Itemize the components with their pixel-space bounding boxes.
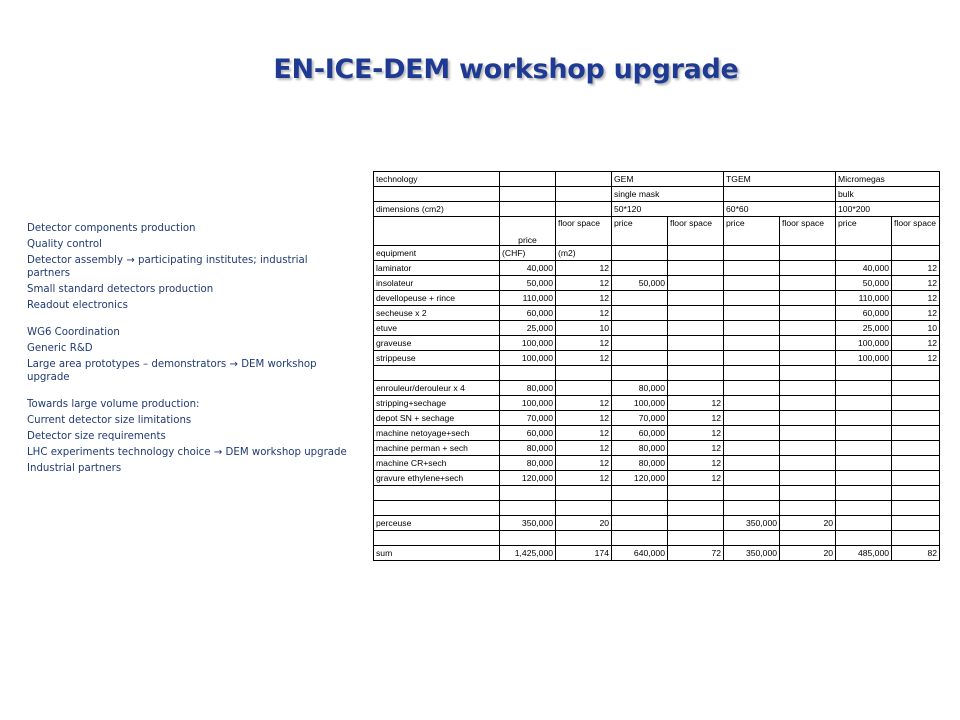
- header-price: price: [724, 217, 780, 246]
- table-cell: 12: [668, 426, 724, 441]
- cell-equipment: machine CR+sech: [374, 456, 500, 471]
- cell-equipment: insolateur: [374, 276, 500, 291]
- table-cell: [556, 486, 612, 501]
- table-cell: [780, 381, 836, 396]
- side-text-line: LHC experiments technology choice → DEM workshop upgrade: [27, 447, 347, 458]
- table-row-empty: [374, 366, 940, 381]
- cell-dimensions-label: dimensions (cm2): [374, 202, 500, 217]
- side-text-line: Quality control: [27, 239, 102, 250]
- table-cell: [892, 396, 940, 411]
- table-row: [374, 381, 940, 396]
- table-row: [374, 276, 940, 291]
- cell-equipment-label: equipment: [374, 246, 500, 261]
- table-row-empty: [374, 531, 940, 546]
- table-cell: 350,000: [500, 516, 556, 531]
- table-cell: 12: [556, 306, 612, 321]
- table-cell: 12: [556, 456, 612, 471]
- table-cell: [892, 426, 940, 441]
- table-cell: [612, 366, 668, 381]
- side-text-line: Small standard detectors production: [27, 284, 214, 295]
- table-cell: 485,000: [836, 546, 892, 561]
- table-cell: 100,000: [612, 396, 668, 411]
- table-cell: [668, 276, 724, 291]
- table-cell: 12: [556, 471, 612, 486]
- table-cell: [500, 531, 556, 546]
- table-cell: 50,000: [612, 276, 668, 291]
- table-cell: 12: [556, 411, 612, 426]
- table-row: [374, 306, 940, 321]
- table-cell: 640,000: [612, 546, 668, 561]
- table-cell: 12: [668, 411, 724, 426]
- table-row-empty: [374, 486, 940, 501]
- table-cell: [892, 411, 940, 426]
- cell-equipment: strippeuse: [374, 351, 500, 366]
- cell-gem-mask: single mask: [612, 187, 724, 202]
- table-cell: 10: [556, 321, 612, 336]
- table-cell: 110,000: [500, 291, 556, 306]
- table-cell: [836, 381, 892, 396]
- page-title: EN-ICE-DEM workshop upgrade: [273, 54, 739, 85]
- table-cell: 12: [668, 456, 724, 471]
- table-cell: [836, 456, 892, 471]
- table-cell: [836, 471, 892, 486]
- table-cell: [836, 411, 892, 426]
- table-row: [374, 411, 940, 426]
- table-cell: 80,000: [612, 441, 668, 456]
- table-row: [374, 426, 940, 441]
- cell-gem: GEM: [612, 172, 724, 187]
- side-text-line: Industrial partners: [27, 463, 122, 474]
- table-cell: [668, 381, 724, 396]
- table-cell: [892, 441, 940, 456]
- table-cell: [892, 381, 940, 396]
- table-cell: [724, 501, 780, 516]
- table-cell: [780, 396, 836, 411]
- table-cell: 12: [556, 276, 612, 291]
- table-cell: [836, 516, 892, 531]
- side-text-line: WG6 Coordination: [27, 327, 120, 338]
- table-row-technology: [374, 172, 940, 187]
- table-cell: 12: [556, 336, 612, 351]
- cell-technology-label: technology: [374, 172, 500, 187]
- cell-tgem: TGEM: [724, 172, 836, 187]
- table-cell: [780, 261, 836, 276]
- table-cell: [780, 411, 836, 426]
- table-cell: [612, 516, 668, 531]
- header-floor: floor space: [780, 217, 836, 246]
- header-price: price: [500, 217, 556, 246]
- table-row: [374, 321, 940, 336]
- table-cell: [892, 456, 940, 471]
- side-text-line: Large area prototypes – demonstrators → DEM workshop upgrade: [27, 359, 317, 383]
- table-cell: [724, 411, 780, 426]
- table-cell: 25,000: [836, 321, 892, 336]
- table-cell: [892, 501, 940, 516]
- cell-micromegas-dim: 100*200: [836, 202, 940, 217]
- table-cell: [556, 531, 612, 546]
- table-cell: [668, 486, 724, 501]
- table-cell: [724, 486, 780, 501]
- table-cell: 100,000: [500, 396, 556, 411]
- header-floor: floor space: [556, 217, 612, 246]
- table-cell: [668, 351, 724, 366]
- cell-equipment: machine netoyage+sech: [374, 426, 500, 441]
- table-cell: [500, 486, 556, 501]
- table-cell: 12: [892, 291, 940, 306]
- table-cell: 12: [892, 306, 940, 321]
- cell-equipment: stripping+sechage: [374, 396, 500, 411]
- equipment-table: [373, 171, 940, 561]
- table-row-mask: [374, 187, 940, 202]
- table-cell: [780, 351, 836, 366]
- cell-equipment: secheuse x 2: [374, 306, 500, 321]
- cell-equipment: perceuse: [374, 516, 500, 531]
- header-price: price: [612, 217, 668, 246]
- table-cell: 10: [892, 321, 940, 336]
- table-cell: [612, 351, 668, 366]
- table-cell: 350,000: [724, 516, 780, 531]
- table-cell: [724, 441, 780, 456]
- table-row-dimensions: [374, 202, 940, 217]
- table-cell: 110,000: [836, 291, 892, 306]
- table-cell: 60,000: [500, 306, 556, 321]
- table-cell: [724, 531, 780, 546]
- table-cell: [612, 531, 668, 546]
- table-row: [374, 396, 940, 411]
- table-row-headers: [374, 217, 940, 246]
- table-cell: 50,000: [836, 276, 892, 291]
- table-cell: [500, 501, 556, 516]
- cell-equipment: graveuse: [374, 336, 500, 351]
- table-cell: 80,000: [612, 456, 668, 471]
- table-row: [374, 261, 940, 276]
- table-cell: 100,000: [836, 351, 892, 366]
- table-cell: 20: [556, 516, 612, 531]
- table-cell: [724, 321, 780, 336]
- table-cell: [892, 486, 940, 501]
- table-cell: [836, 441, 892, 456]
- table-row: [374, 441, 940, 456]
- cell-tgem-dim: 60*60: [724, 202, 836, 217]
- table-cell: [612, 261, 668, 276]
- table-cell: [780, 306, 836, 321]
- table-cell: 80,000: [612, 381, 668, 396]
- table-cell: 40,000: [500, 261, 556, 276]
- table-cell: 70,000: [612, 411, 668, 426]
- table-cell: [836, 531, 892, 546]
- cell-equipment: [374, 531, 500, 546]
- table-cell: [556, 381, 612, 396]
- table-cell: [724, 351, 780, 366]
- table-cell: [892, 471, 940, 486]
- table-cell: 20: [780, 516, 836, 531]
- table-cell: 12: [668, 471, 724, 486]
- table-cell: [780, 336, 836, 351]
- table-cell: [612, 321, 668, 336]
- table-cell: [668, 321, 724, 336]
- table-cell: [724, 381, 780, 396]
- side-text-line: Generic R&D: [27, 343, 93, 354]
- side-text-line: Detector size requirements: [27, 431, 166, 442]
- table-cell: [724, 276, 780, 291]
- table-cell: 12: [556, 261, 612, 276]
- table-cell: 50,000: [500, 276, 556, 291]
- cell-equipment: etuve: [374, 321, 500, 336]
- table-cell: [780, 471, 836, 486]
- table-cell: 40,000: [836, 261, 892, 276]
- table-cell: [724, 291, 780, 306]
- cell-gem-dim: 50*120: [612, 202, 724, 217]
- table-cell: 174: [556, 546, 612, 561]
- table-row: [374, 471, 940, 486]
- table-cell: 60,000: [500, 426, 556, 441]
- table-cell: [612, 306, 668, 321]
- table-cell: [836, 366, 892, 381]
- table-cell: 350,000: [724, 546, 780, 561]
- table-row: [374, 456, 940, 471]
- table-cell: [780, 486, 836, 501]
- cell-unit-floor: (m2): [556, 246, 612, 261]
- side-text-gap: [27, 315, 347, 326]
- side-text-gap: [27, 387, 347, 398]
- table-cell: [780, 426, 836, 441]
- equipment-rows: [374, 261, 940, 561]
- table-cell: [724, 336, 780, 351]
- table-cell: 12: [892, 261, 940, 276]
- header-floor: floor space: [892, 217, 940, 246]
- table-cell: 12: [892, 351, 940, 366]
- side-text: [27, 222, 347, 478]
- table-cell: [724, 456, 780, 471]
- table-cell: 20: [780, 546, 836, 561]
- side-text-line: Current detector size limitations: [27, 415, 192, 426]
- cell-micromegas: Micromegas: [836, 172, 940, 187]
- table-cell: [780, 456, 836, 471]
- table-cell: [668, 516, 724, 531]
- table-cell: 100,000: [500, 351, 556, 366]
- table-cell: [612, 501, 668, 516]
- cell-unit-price: (CHF): [500, 246, 556, 261]
- table-cell: [556, 501, 612, 516]
- cell-equipment: [374, 486, 500, 501]
- side-text-line: Towards large volume production:: [27, 399, 200, 410]
- table-cell: [668, 366, 724, 381]
- table-cell: [724, 396, 780, 411]
- table-cell: [780, 321, 836, 336]
- table-row: [374, 516, 940, 531]
- side-text-line: Detector assembly → participating institutes; industrial partners: [27, 255, 308, 279]
- side-text-line: Readout electronics: [27, 300, 128, 311]
- table-cell: 12: [556, 351, 612, 366]
- table-cell: [668, 291, 724, 306]
- cell-equipment: devellopeuse + rince: [374, 291, 500, 306]
- table-cell: [500, 366, 556, 381]
- table-cell: [780, 366, 836, 381]
- table-cell: [612, 486, 668, 501]
- table-row: [374, 546, 940, 561]
- table-cell: [836, 426, 892, 441]
- table-cell: [892, 366, 940, 381]
- table-row-units: [374, 246, 940, 261]
- table-cell: 80,000: [500, 381, 556, 396]
- table-cell: [724, 366, 780, 381]
- table-cell: [724, 426, 780, 441]
- table-cell: 25,000: [500, 321, 556, 336]
- header-price: price: [836, 217, 892, 246]
- table-cell: [724, 261, 780, 276]
- cell-equipment: enrouleur/derouleur x 4: [374, 381, 500, 396]
- cell-equipment: laminator: [374, 261, 500, 276]
- cell-equipment: sum: [374, 546, 500, 561]
- cell-equipment: depot SN + sechage: [374, 411, 500, 426]
- table-cell: 100,000: [500, 336, 556, 351]
- table-cell: 120,000: [612, 471, 668, 486]
- table-cell: 12: [556, 291, 612, 306]
- table-cell: 12: [668, 396, 724, 411]
- table-cell: [668, 261, 724, 276]
- table-cell: [836, 486, 892, 501]
- table-cell: [892, 531, 940, 546]
- table-cell: 12: [892, 336, 940, 351]
- table-cell: 80,000: [500, 441, 556, 456]
- table-cell: 60,000: [836, 306, 892, 321]
- table-cell: [668, 531, 724, 546]
- table-row: [374, 291, 940, 306]
- table-cell: 12: [556, 426, 612, 441]
- table-row: [374, 336, 940, 351]
- cell-micromegas-mask: bulk: [836, 187, 940, 202]
- table-cell: 82: [892, 546, 940, 561]
- table-cell: 70,000: [500, 411, 556, 426]
- table-cell: 12: [556, 396, 612, 411]
- cell-equipment: gravure ethylene+sech: [374, 471, 500, 486]
- table-row-empty: [374, 501, 940, 516]
- table-cell: 12: [892, 276, 940, 291]
- table-cell: [724, 306, 780, 321]
- table-cell: [724, 471, 780, 486]
- table-cell: [780, 531, 836, 546]
- table-cell: [780, 501, 836, 516]
- table-cell: 100,000: [836, 336, 892, 351]
- table-cell: [668, 501, 724, 516]
- table-cell: 12: [556, 441, 612, 456]
- table-cell: [668, 336, 724, 351]
- table-cell: [836, 501, 892, 516]
- table-cell: [780, 291, 836, 306]
- table-cell: 12: [668, 441, 724, 456]
- table-cell: 1,425,000: [500, 546, 556, 561]
- table-cell: [556, 366, 612, 381]
- cell-equipment: [374, 501, 500, 516]
- table-row: [374, 351, 940, 366]
- cell-equipment: machine perman + sech: [374, 441, 500, 456]
- table-cell: [780, 276, 836, 291]
- cell-equipment: [374, 366, 500, 381]
- table-cell: [668, 306, 724, 321]
- side-text-line: Detector components production: [27, 223, 196, 234]
- table-cell: 60,000: [612, 426, 668, 441]
- table-cell: [892, 516, 940, 531]
- table-cell: 120,000: [500, 471, 556, 486]
- table-cell: 80,000: [500, 456, 556, 471]
- table-cell: [836, 396, 892, 411]
- table-cell: [612, 291, 668, 306]
- table-cell: [780, 441, 836, 456]
- header-floor: floor space: [668, 217, 724, 246]
- table-cell: 72: [668, 546, 724, 561]
- table-cell: [612, 336, 668, 351]
